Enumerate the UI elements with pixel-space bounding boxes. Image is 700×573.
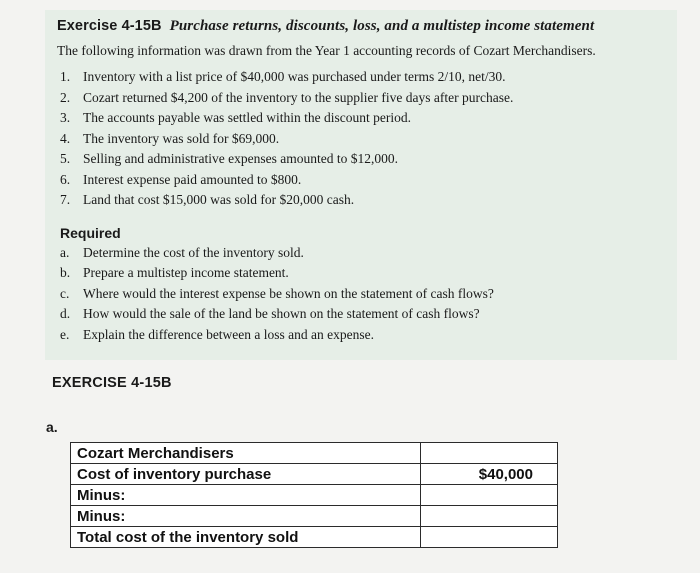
fact-item: 2. Cozart returned $4,200 of the inventory to the supplier five days after purchase. [60, 89, 514, 105]
table-row [71, 506, 558, 527]
exercise-heading [57, 18, 677, 35]
row-label: Total cost of the inventory sold [71, 527, 421, 548]
row-label: Cost of inventory purchase [71, 464, 421, 485]
fact-item: 1. Inventory with a list price of $40,000 was purchased under terms 2/10, net/30. [60, 69, 506, 84]
fact-item: 7. Land that cost $15,000 was sold for $20,000 cash. [60, 192, 355, 207]
row-amount-input[interactable] [421, 527, 558, 548]
fact-item: 6. Interest expense paid amounted to $800. [60, 171, 302, 187]
required-item: c. Where would the interest expense be shown on the statement of cash flows? [60, 285, 494, 301]
table-header-row [71, 443, 558, 464]
part-label: a. [46, 419, 58, 435]
header-amount-cell [421, 443, 558, 464]
fact-item: 4. The inventory was sold for $69,000. [60, 130, 280, 146]
required-item: e. Explain the difference between a loss and an expense. [60, 326, 375, 342]
required-item: d. How would the sale of the land be shown on the statement of cash flows? [60, 306, 480, 321]
row-amount-input[interactable] [421, 506, 558, 527]
table-row [71, 464, 558, 485]
fact-item: 3. The accounts payable was settled within the discount period. [60, 110, 412, 125]
row-amount-input[interactable] [421, 485, 558, 506]
required-heading: Required [60, 224, 121, 241]
fact-item: 5. Selling and administrative expenses amounted to $12,000. [60, 151, 398, 166]
row-label-input[interactable]: Minus: [71, 485, 421, 506]
required-list [57, 243, 677, 346]
required-item: b. Prepare a multistep income statement. [60, 265, 289, 280]
answer-title: EXERCISE 4-15B [52, 375, 172, 391]
company-name: Cozart Merchandisers [71, 443, 421, 464]
table-row [71, 485, 558, 506]
required-item: a. Determine the cost of the inventory sold. [60, 244, 304, 260]
intro-text: The following information was drawn from the Year 1 accounting records of Cozart Merchandisers. [57, 43, 596, 58]
exercise-subtitle: Purchase returns, discounts, loss, and a multistep income statement [169, 18, 595, 34]
row-amount-input[interactable]: $40,000 [421, 464, 558, 485]
problem-statement [45, 10, 677, 360]
row-label-input[interactable]: Minus: [71, 506, 421, 527]
cost-of-goods-sold-table [70, 442, 558, 548]
facts-list [57, 67, 677, 211]
table-row [71, 527, 558, 548]
exercise-id: Exercise 4-15B [57, 18, 162, 34]
